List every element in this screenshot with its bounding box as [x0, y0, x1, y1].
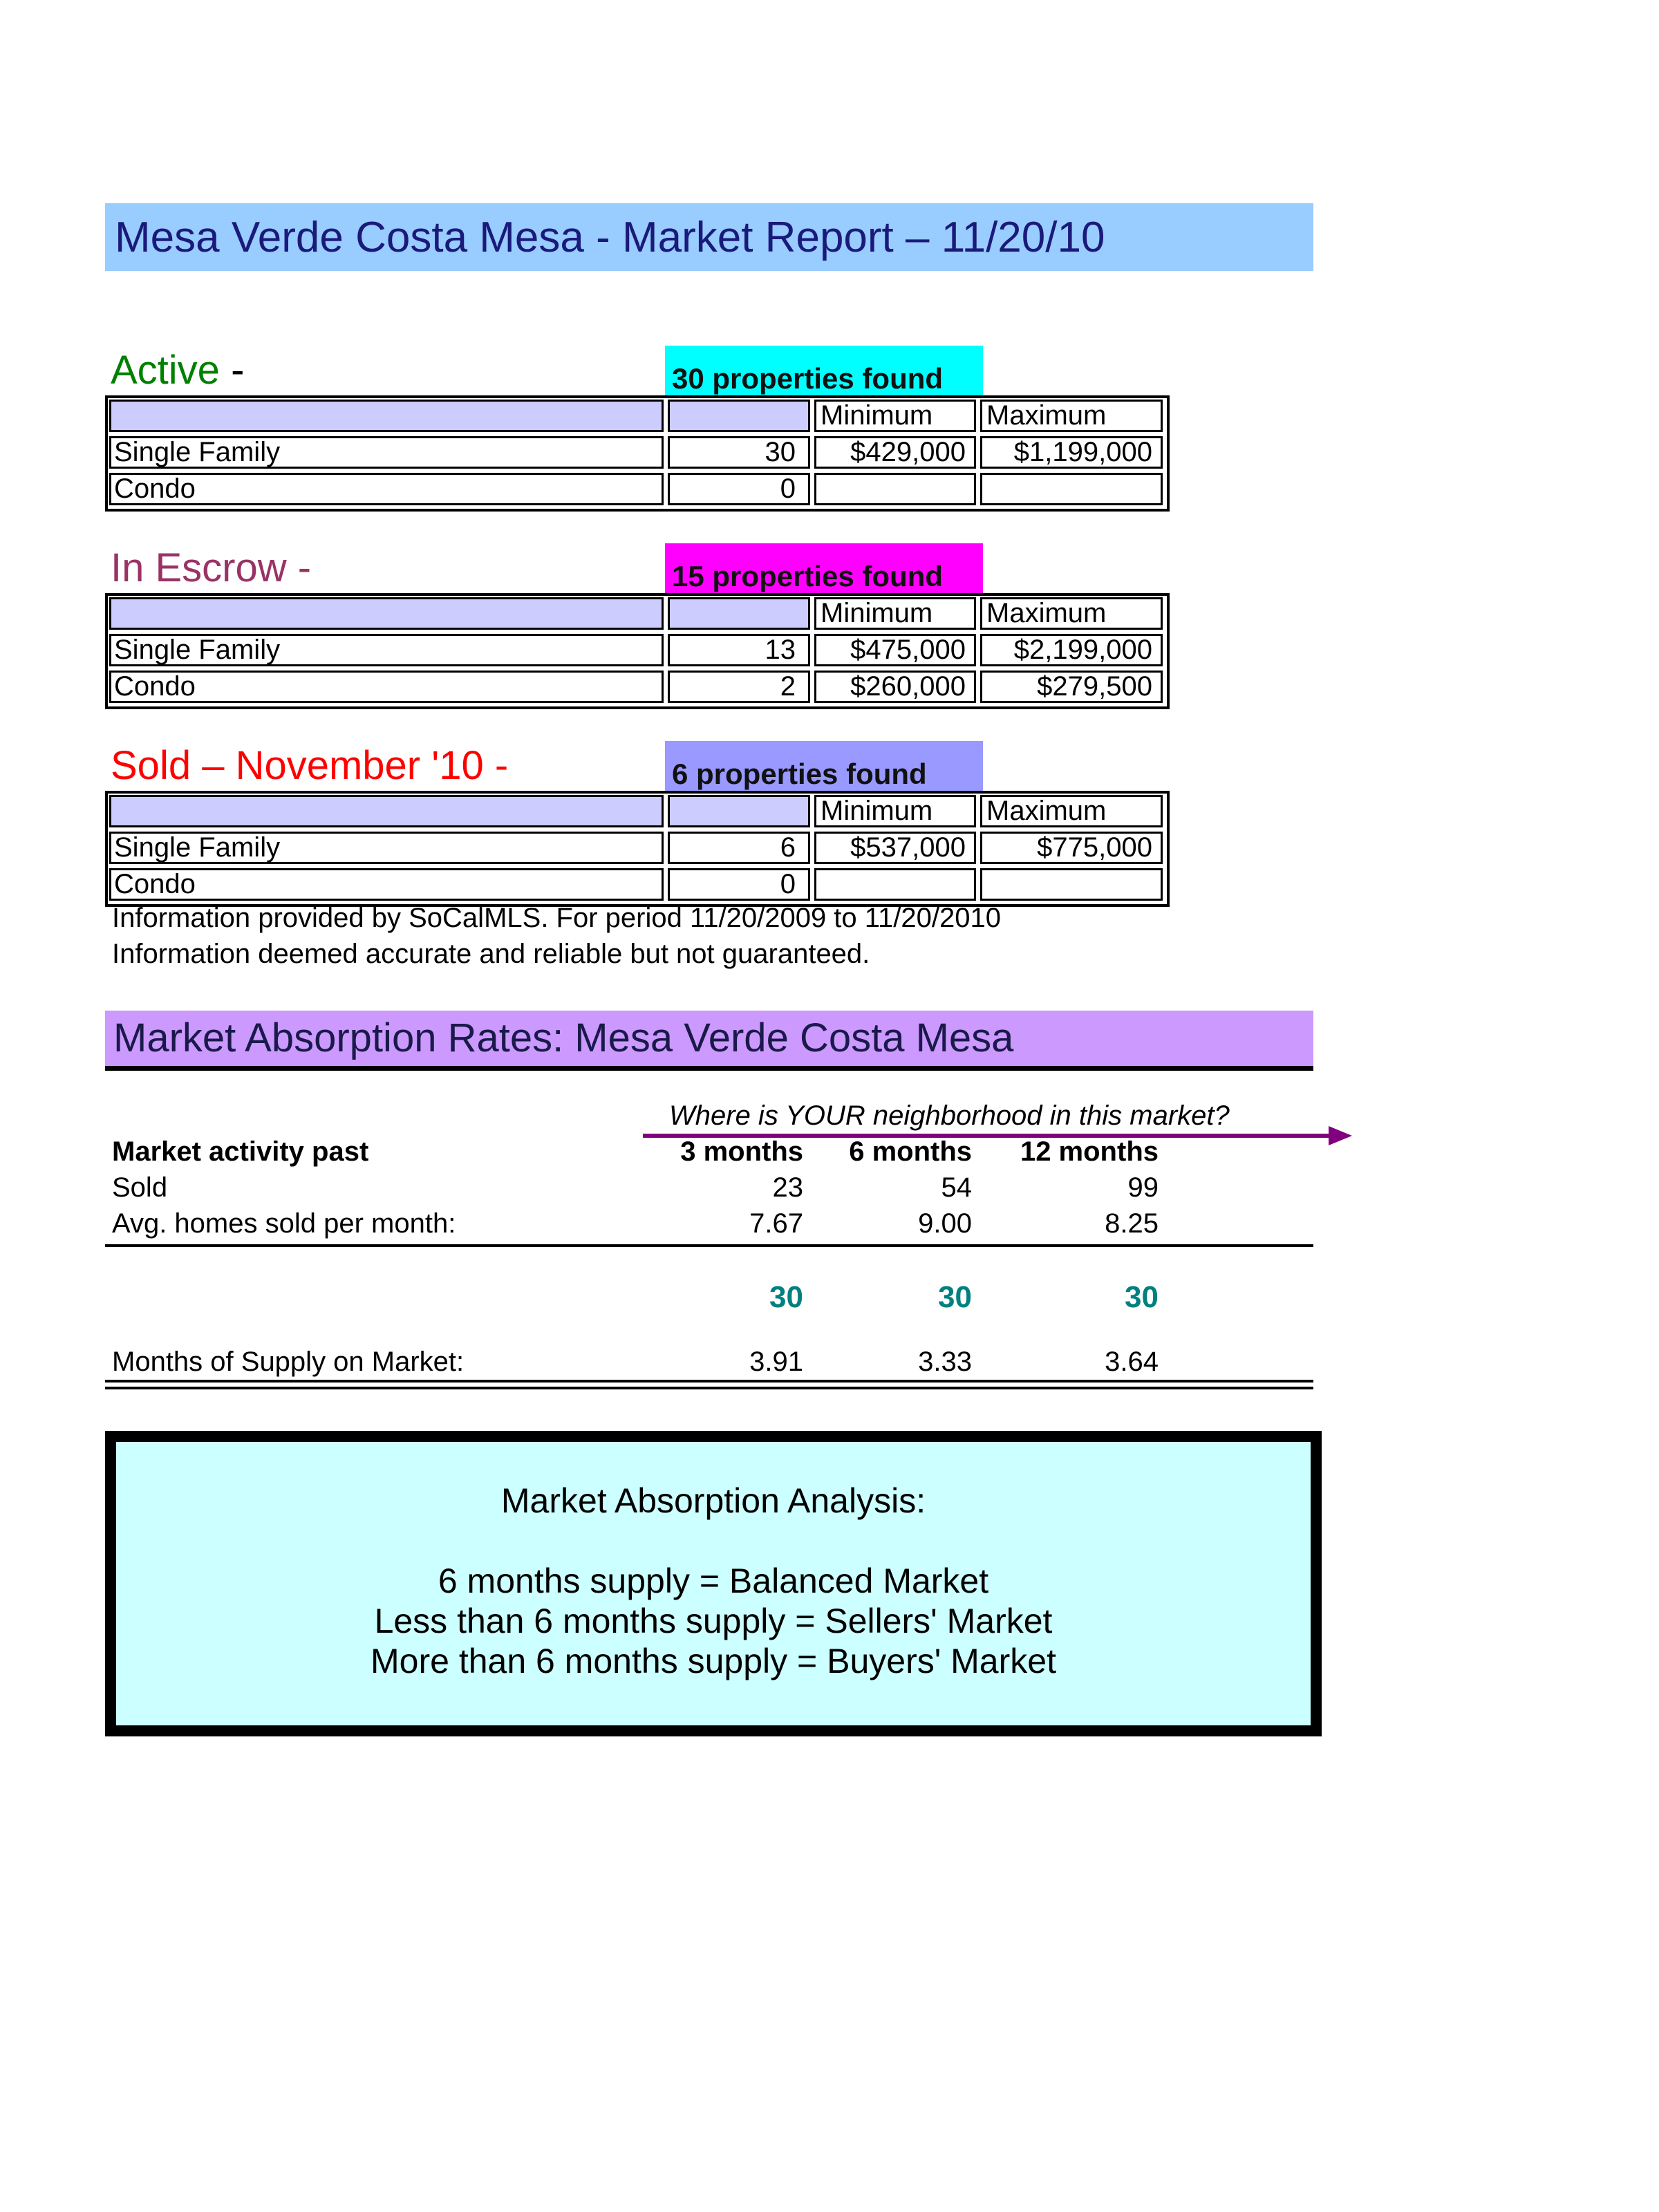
analysis-box — [105, 1431, 1322, 1736]
active-heading-dash: - — [231, 348, 245, 393]
active-found-text: 30 properties found — [672, 362, 944, 395]
header-min: Minimum — [814, 400, 976, 432]
header-count-cell — [668, 795, 810, 827]
inventory-3-months: 30 — [769, 1280, 803, 1314]
sold-3-months: 23 — [772, 1172, 803, 1203]
sold-6-months: 54 — [941, 1172, 972, 1203]
table-row — [108, 830, 1167, 867]
table-row — [108, 669, 1167, 706]
inventory-6-months: 30 — [938, 1280, 972, 1314]
escrow-found-badge — [665, 543, 983, 593]
period-3-months: 3 months — [680, 1136, 803, 1167]
table-row — [108, 867, 1167, 903]
property-count: 0 — [668, 473, 810, 505]
analysis-balanced: 6 months supply = Balanced Market — [438, 1562, 989, 1600]
escrow-heading: In Escrow - — [111, 545, 312, 590]
header-blank-cell — [109, 400, 664, 432]
property-count: 2 — [668, 671, 810, 703]
header-blank-cell — [109, 795, 664, 827]
report-title-bar — [105, 203, 1313, 271]
min-price: $429,000 — [814, 436, 976, 469]
header-max: Maximum — [980, 597, 1163, 630]
header-min: Minimum — [814, 597, 976, 630]
min-price: $537,000 — [814, 832, 976, 864]
divider-line — [105, 1244, 1313, 1247]
property-count: 13 — [668, 634, 810, 666]
active-table — [105, 395, 1170, 512]
max-price — [980, 473, 1163, 505]
min-price — [814, 868, 976, 901]
absorption-title-bar — [105, 1011, 1313, 1071]
escrow-table — [105, 593, 1170, 709]
property-type: Single Family — [109, 436, 664, 469]
active-heading-label: Active — [111, 348, 220, 393]
table-row — [108, 435, 1167, 471]
neighborhood-question: Where is YOUR neighborhood in this market? — [669, 1100, 1230, 1131]
property-type: Condo — [109, 671, 664, 703]
property-count: 30 — [668, 436, 810, 469]
table-header-row — [108, 794, 1167, 830]
avg-3-months: 7.67 — [749, 1208, 803, 1239]
header-max: Maximum — [980, 400, 1163, 432]
source-note: Information provided by SoCalMLS. For period 11/20/2009 to 11/20/2010 — [112, 903, 1001, 933]
active-heading — [111, 347, 244, 393]
min-price: $260,000 — [814, 671, 976, 703]
report-title: Mesa Verde Costa Mesa - Market Report – 11/20/10 — [115, 214, 1105, 261]
sold-table — [105, 791, 1170, 907]
min-price — [814, 473, 976, 505]
table-header-row — [108, 398, 1167, 435]
property-type: Condo — [109, 473, 664, 505]
max-price: $775,000 — [980, 832, 1163, 864]
analysis-sellers: Less than 6 months supply = Sellers' Market — [374, 1602, 1053, 1640]
property-count: 0 — [668, 868, 810, 901]
table-header-row — [108, 596, 1167, 632]
max-price: $279,500 — [980, 671, 1163, 703]
avg-sold-label: Avg. homes sold per month: — [112, 1208, 456, 1239]
property-type: Single Family — [109, 832, 664, 864]
double-line-top — [105, 1380, 1313, 1382]
max-price: $1,199,000 — [980, 436, 1163, 469]
header-blank-cell — [109, 597, 664, 630]
sold-heading: Sold – November '10 - — [111, 743, 509, 788]
absorption-title: Market Absorption Rates: Mesa Verde Costa Mesa — [113, 1015, 1014, 1060]
supply-6-months: 3.33 — [918, 1347, 972, 1377]
header-count-cell — [668, 400, 810, 432]
min-price: $475,000 — [814, 634, 976, 666]
table-row — [108, 632, 1167, 669]
property-type: Single Family — [109, 634, 664, 666]
max-price: $2,199,000 — [980, 634, 1163, 666]
period-6-months: 6 months — [849, 1136, 972, 1167]
disclaimer-note: Information deemed accurate and reliable but not guaranteed. — [112, 939, 870, 969]
property-type: Condo — [109, 868, 664, 901]
avg-6-months: 9.00 — [918, 1208, 972, 1239]
max-price — [980, 868, 1163, 901]
supply-12-months: 3.64 — [1105, 1347, 1159, 1377]
analysis-heading: Market Absorption Analysis: — [500, 1481, 926, 1520]
sold-found-badge — [665, 741, 983, 791]
sold-12-months: 99 — [1127, 1172, 1159, 1203]
avg-12-months: 8.25 — [1105, 1208, 1159, 1239]
header-max: Maximum — [980, 795, 1163, 827]
escrow-found-text: 15 properties found — [672, 560, 944, 592]
header-count-cell — [668, 597, 810, 630]
double-line-bottom — [105, 1387, 1313, 1389]
sold-label: Sold — [112, 1172, 168, 1203]
period-12-months: 12 months — [1020, 1136, 1159, 1167]
sold-found-text: 6 properties found — [672, 758, 927, 790]
property-count: 6 — [668, 832, 810, 864]
analysis-buyers: More than 6 months supply = Buyers' Market — [371, 1642, 1056, 1680]
market-activity-label: Market activity past — [112, 1136, 369, 1167]
supply-label: Months of Supply on Market: — [112, 1347, 465, 1377]
supply-3-months: 3.91 — [749, 1347, 803, 1377]
arrow-right-icon — [1329, 1126, 1352, 1145]
active-found-badge — [665, 346, 983, 395]
header-min: Minimum — [814, 795, 976, 827]
inventory-12-months: 30 — [1125, 1280, 1159, 1314]
table-row — [108, 471, 1167, 508]
